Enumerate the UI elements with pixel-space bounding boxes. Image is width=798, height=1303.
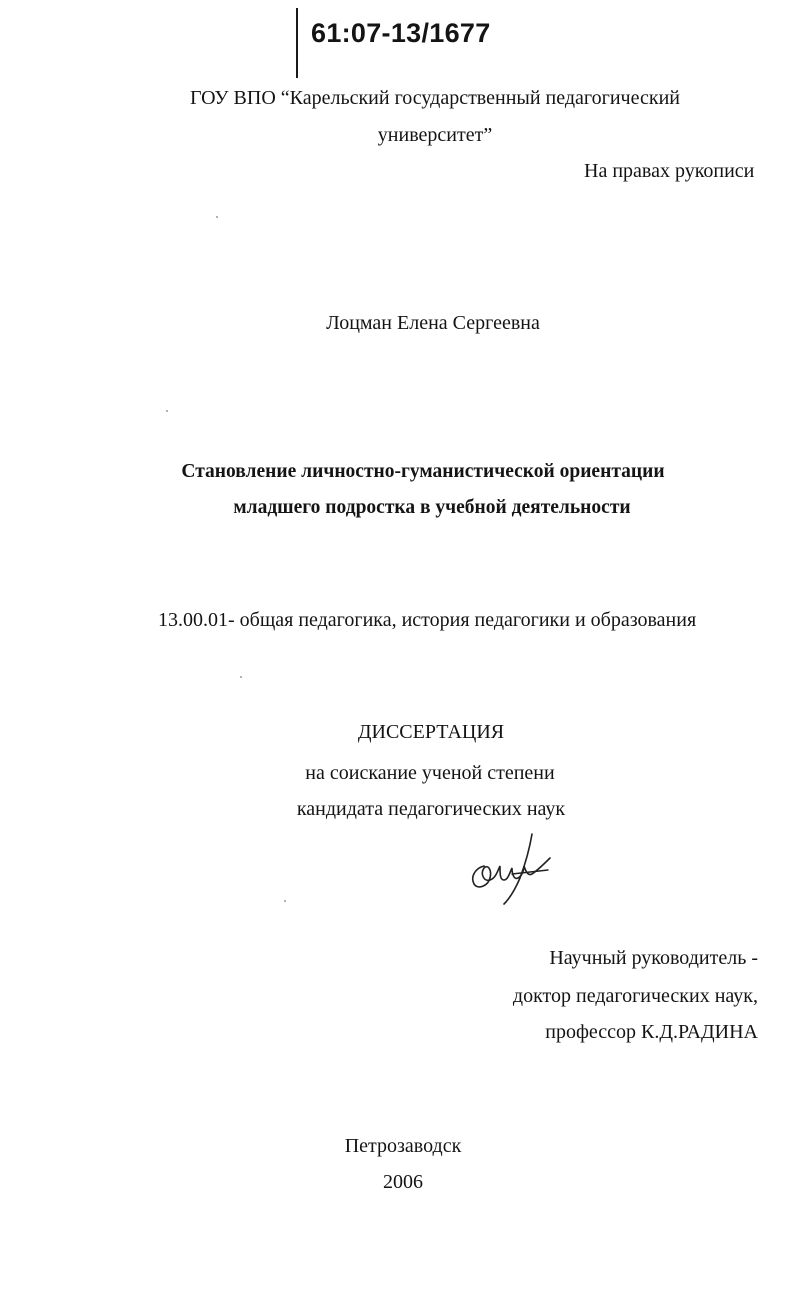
scan-speck [240, 676, 242, 678]
scan-speck [284, 900, 286, 902]
supervisor-name: профессор К.Д.РАДИНА [545, 1021, 758, 1043]
thesis-title-line-2: младшего подростка в учебной деятельности [233, 497, 631, 518]
scan-speck [166, 410, 168, 412]
year: 2006 [383, 1171, 423, 1193]
organization-line-2: университет” [377, 124, 493, 146]
supervisor-degree: доктор педагогических наук, [512, 985, 758, 1007]
rights-note: На правах рукописи [584, 160, 755, 182]
degree-line-2: кандидата педагогических наук [296, 798, 566, 820]
dissertation-heading: ДИССЕРТАЦИЯ [357, 721, 505, 743]
thesis-title-line-1: Становление личностно-гуманистической ориентации [181, 461, 665, 482]
author-name: Лоцман Елена Сергеевна [326, 312, 540, 334]
stamp-vertical-line [296, 8, 298, 78]
city: Петрозаводск [344, 1135, 462, 1157]
degree-line-1: на соискание ученой степени [305, 762, 555, 784]
organization-line-1: ГОУ ВПО “Карельский государственный педагогический [190, 87, 680, 109]
handwritten-signature [462, 826, 558, 908]
scan-speck [216, 216, 218, 218]
archive-stamp-code: 61:07-13/1677 [311, 18, 491, 48]
specialty-code: 13.00.01- общая педагогика, история педагогики и образования [158, 609, 697, 631]
supervisor-role: Научный руководитель - [549, 947, 758, 969]
